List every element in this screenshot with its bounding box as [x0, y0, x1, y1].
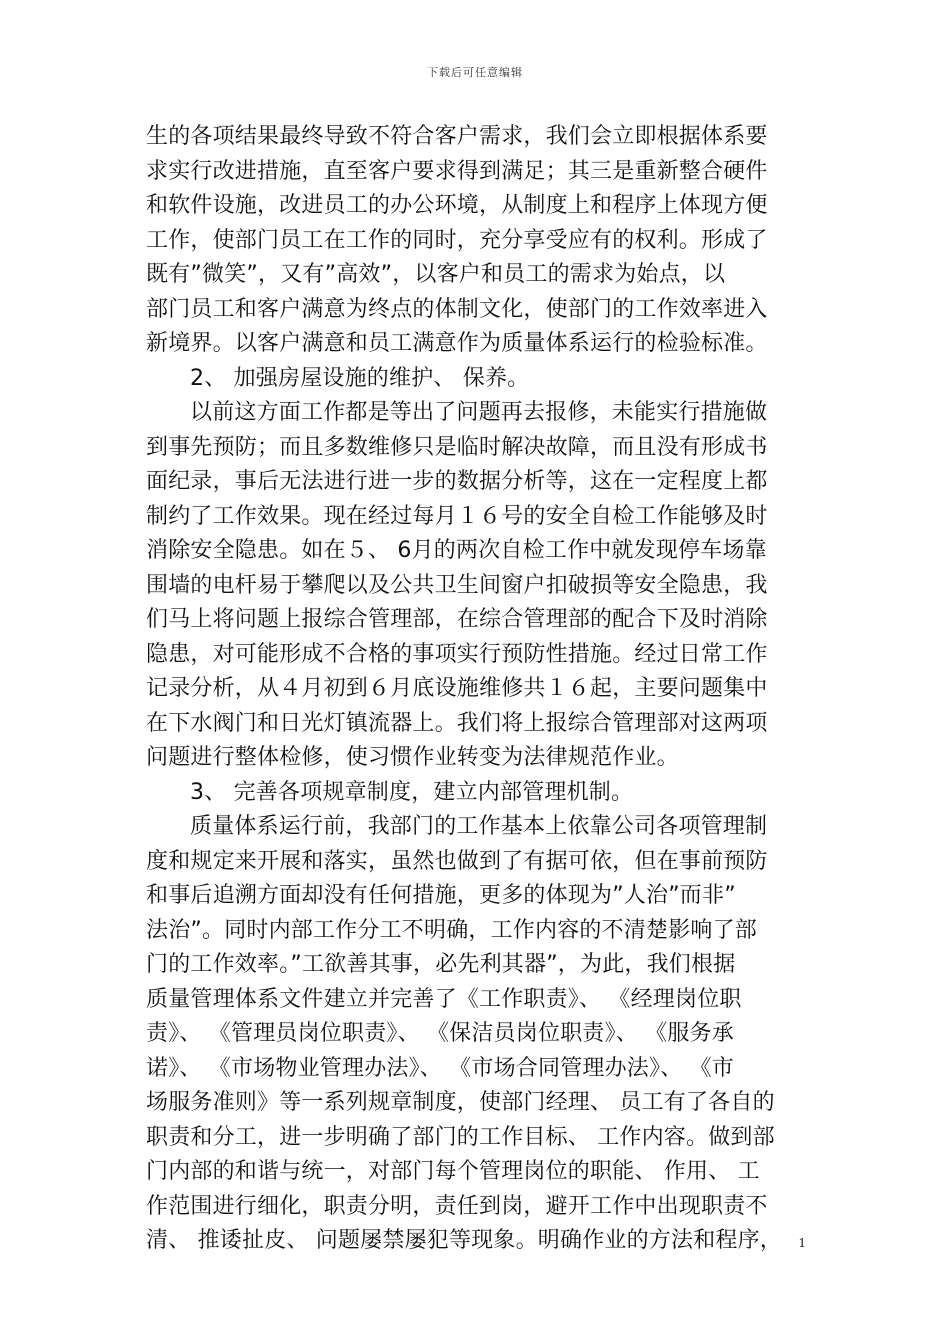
text-line: 生的各项结果最终导致不符合客户需求，我们会立即根据体系要: [146, 124, 768, 149]
text-line: 新境界。以客户满意和员工满意作为质量体系运行的检验标准。: [146, 331, 768, 356]
text-line: 质量管理体系文件建立并完善了《工作职责》、 《经理岗位职: [146, 986, 742, 1012]
text-line: 场服务准则》等一系列规章制度，使部门经理、 员工有了各自的: [146, 1090, 775, 1115]
paragraph-start: 质量体系运行前，我部门的工作基本上依靠公司各项管理制: [190, 814, 768, 839]
paragraph-start: 以前这方面工作都是等出了问题再去报修，未能实行措施做: [190, 400, 768, 425]
text-line: 求实行改进措施，直至客户要求得到满足；其三是重新整合硬件: [146, 158, 768, 184]
text-line: 职责和分工，进一步明确了部门的工作目标、 工作内容。做到部: [146, 1124, 775, 1150]
text-line: 工作，使部门员工在工作的同时，充分享受应有的权利。形成了: [146, 227, 768, 253]
text-line: 法治”。同时内部工作分工不明确，工作内容的不清楚影响了部: [146, 917, 757, 943]
text-line: 和事后追溯方面却没有任何措施，更多的体现为”人治”而非”: [146, 883, 736, 908]
section-heading: 3、 完善各项规章制度，建立内部管理机制。: [190, 779, 634, 805]
text-line: 们马上将问题上报综合管理部，在综合管理部的配合下及时消除: [146, 607, 768, 632]
document-body: [146, 120, 806, 1259]
text-line: 制约了工作效果。现在经过每月１６号的安全自检工作能够及时: [146, 503, 768, 529]
text-line: 围墙的电杆易于攀爬以及公共卫生间窗户扣破损等安全隐患，我: [146, 572, 768, 598]
page-number: 1: [798, 1236, 806, 1250]
text-line: 门的工作效率。”工欲善其事，必先利其器”，为此，我们根据: [146, 952, 736, 977]
text-line: 既有”微笑”，又有”高效”，以客户和员工的需求为始点，以: [146, 262, 726, 287]
text-line: 作范围进行细化，职责分明，责任到岗，避开工作中出现职责不: [146, 1193, 768, 1219]
text-line: 清、 推诿扯皮、 问题屡禁屡犯等现象。明确作业的方法和程序，: [146, 1228, 782, 1253]
text-line: 问题进行整体检修，使习惯作业转变为法律规范作业。: [146, 745, 679, 770]
text-line: 责》、 《管理员岗位职责》、 《保洁员岗位职责》、 《服务承: [146, 1021, 734, 1046]
text-line: 记录分析，从４月初到６月底设施维修共１６起，主要问题集中: [146, 676, 768, 701]
text-line: 隐患，对可能形成不合格的事项实行预防性措施。经过日常工作: [146, 641, 768, 667]
text-line: 部门员工和客户满意为终点的体制文化，使部门的工作效率进入: [146, 296, 768, 322]
text-line: 和软件设施，改进员工的办公环境，从制度上和程序上体现方便: [146, 193, 768, 218]
text-line: 面纪录，事后无法进行进一步的数据分析等，这在一定程度上都: [146, 469, 768, 494]
text-line: 度和规定来开展和落实，虽然也做到了有据可依，但在事前预防: [146, 848, 768, 874]
text-line: 诺》、 《市场物业管理办法》、 《市场合同管理办法》、 《市: [146, 1055, 734, 1081]
text-line: 消除安全隐患。如在５、 6月的两次自检工作中就发现停车场靠: [146, 538, 767, 563]
text-line: 门内部的和谐与统一，对部门每个管理岗位的职能、 作用、 工: [146, 1159, 760, 1184]
text-line: 在下水阀门和日光灯镇流器上。我们将上报综合管理部对这两项: [146, 710, 768, 736]
page-header: 下载后可任意编辑: [427, 66, 523, 79]
section-heading: 2、 加强房屋设施的维护、 保养。: [190, 365, 530, 391]
text-line: 到事先预防；而且多数维修只是临时解决故障，而且没有形成书: [146, 434, 768, 460]
